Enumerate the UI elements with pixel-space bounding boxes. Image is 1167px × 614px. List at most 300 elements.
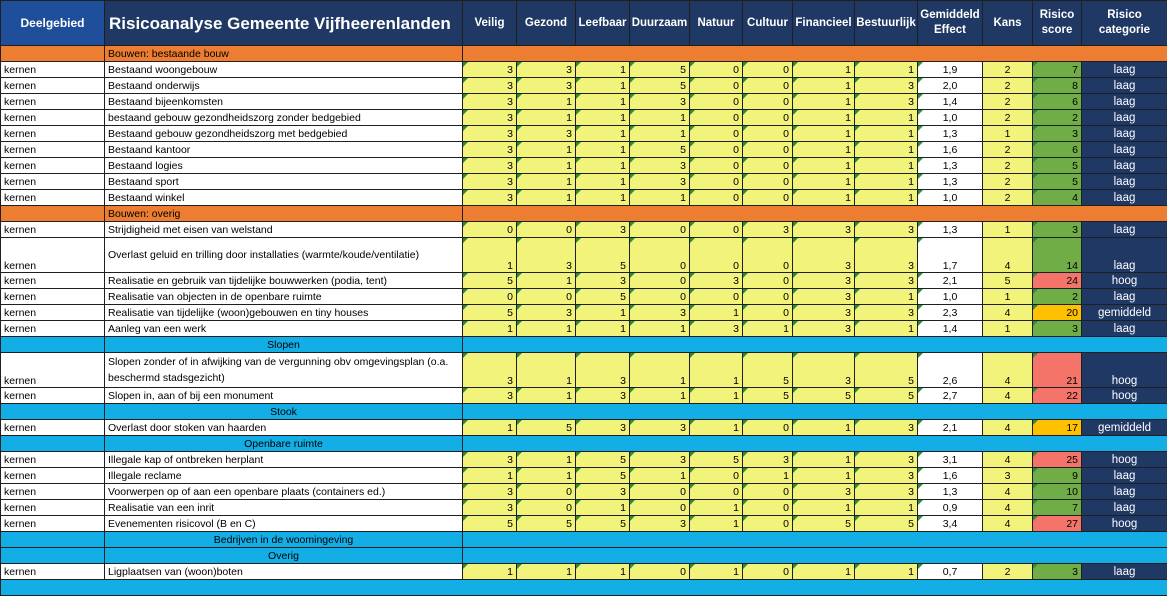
deelgebied-cell[interactable]: kernen <box>1 110 105 126</box>
col-header-cultuur[interactable]: Cultuur <box>743 1 793 46</box>
category-cell[interactable]: laag <box>1082 62 1167 78</box>
description-cell[interactable]: Bestaand gebouw gezondheidszorg met bedgebied <box>105 126 463 142</box>
value-cell-bestuurlijk[interactable]: 5 <box>855 353 918 388</box>
value-cell-duurzaam[interactable]: 3 <box>630 420 690 436</box>
score-cell[interactable]: 27 <box>1033 516 1082 532</box>
value-cell-leefbaar[interactable]: 3 <box>576 420 630 436</box>
section-blank-cell[interactable] <box>1 548 105 564</box>
category-cell[interactable]: laag <box>1082 94 1167 110</box>
deelgebied-cell[interactable]: kernen <box>1 321 105 337</box>
value-cell-leefbaar[interactable]: 5 <box>576 468 630 484</box>
value-cell-natuur[interactable]: 1 <box>690 353 743 388</box>
value-cell-cultuur[interactable]: 0 <box>743 484 793 500</box>
value-cell-gezond[interactable]: 5 <box>517 420 576 436</box>
value-cell-leefbaar[interactable]: 5 <box>576 452 630 468</box>
section-label[interactable]: Bouwen: bestaande bouw <box>105 46 463 62</box>
effect-cell[interactable]: 1,4 <box>918 321 983 337</box>
value-cell-financieel[interactable]: 1 <box>793 468 855 484</box>
value-cell-veilig[interactable]: 1 <box>463 468 517 484</box>
value-cell-financieel[interactable]: 1 <box>793 126 855 142</box>
value-cell-duurzaam[interactable]: 1 <box>630 468 690 484</box>
value-cell-cultuur[interactable]: 0 <box>743 110 793 126</box>
kans-cell[interactable]: 1 <box>983 126 1033 142</box>
value-cell-cultuur[interactable]: 3 <box>743 222 793 238</box>
value-cell-cultuur[interactable]: 0 <box>743 62 793 78</box>
description-cell[interactable]: bestaand gebouw gezondheidszorg zonder bedgebied <box>105 110 463 126</box>
kans-cell[interactable]: 1 <box>983 289 1033 305</box>
effect-cell[interactable]: 3,1 <box>918 452 983 468</box>
value-cell-natuur[interactable]: 0 <box>690 289 743 305</box>
score-cell[interactable]: 4 <box>1033 190 1082 206</box>
kans-cell[interactable]: 2 <box>983 142 1033 158</box>
kans-cell[interactable]: 2 <box>983 62 1033 78</box>
value-cell-natuur[interactable]: 0 <box>690 222 743 238</box>
category-cell[interactable]: laag <box>1082 564 1167 580</box>
section-blank-cell[interactable] <box>1 337 105 353</box>
value-cell-cultuur[interactable]: 0 <box>743 273 793 289</box>
value-cell-bestuurlijk[interactable]: 1 <box>855 190 918 206</box>
score-cell[interactable]: 3 <box>1033 126 1082 142</box>
value-cell-bestuurlijk[interactable]: 3 <box>855 484 918 500</box>
value-cell-financieel[interactable]: 1 <box>793 190 855 206</box>
effect-cell[interactable]: 0,9 <box>918 500 983 516</box>
score-cell[interactable]: 6 <box>1033 142 1082 158</box>
value-cell-cultuur[interactable]: 0 <box>743 78 793 94</box>
value-cell-natuur[interactable]: 0 <box>690 110 743 126</box>
description-cell[interactable]: Realisatie van een inrit <box>105 500 463 516</box>
value-cell-cultuur[interactable]: 1 <box>743 468 793 484</box>
category-cell[interactable]: gemiddeld <box>1082 305 1167 321</box>
score-cell[interactable]: 22 <box>1033 388 1082 404</box>
value-cell-natuur[interactable]: 0 <box>690 126 743 142</box>
value-cell-gezond[interactable]: 1 <box>517 468 576 484</box>
effect-cell[interactable]: 2,6 <box>918 353 983 388</box>
category-cell[interactable]: laag <box>1082 126 1167 142</box>
value-cell-cultuur[interactable]: 0 <box>743 289 793 305</box>
score-cell[interactable]: 5 <box>1033 174 1082 190</box>
effect-cell[interactable]: 2,7 <box>918 388 983 404</box>
value-cell-bestuurlijk[interactable]: 1 <box>855 158 918 174</box>
value-cell-veilig[interactable]: 1 <box>463 321 517 337</box>
value-cell-leefbaar[interactable]: 5 <box>576 289 630 305</box>
section-fill-cell[interactable] <box>463 404 1167 420</box>
section-blank-cell[interactable] <box>1 46 105 62</box>
value-cell-leefbaar[interactable]: 1 <box>576 142 630 158</box>
deelgebied-cell[interactable]: kernen <box>1 238 105 273</box>
col-header-gezond[interactable]: Gezond <box>517 1 576 46</box>
value-cell-cultuur[interactable]: 0 <box>743 142 793 158</box>
description-cell[interactable]: Aanleg van een werk <box>105 321 463 337</box>
kans-cell[interactable]: 1 <box>983 222 1033 238</box>
value-cell-bestuurlijk[interactable]: 1 <box>855 500 918 516</box>
value-cell-veilig[interactable]: 1 <box>463 420 517 436</box>
value-cell-leefbaar[interactable]: 1 <box>576 321 630 337</box>
value-cell-gezond[interactable]: 0 <box>517 484 576 500</box>
category-cell[interactable]: hoog <box>1082 353 1167 388</box>
value-cell-veilig[interactable]: 5 <box>463 273 517 289</box>
section-fill-cell[interactable] <box>463 337 1167 353</box>
value-cell-financieel[interactable]: 1 <box>793 420 855 436</box>
deelgebied-cell[interactable]: kernen <box>1 142 105 158</box>
value-cell-duurzaam[interactable]: 1 <box>630 321 690 337</box>
value-cell-gezond[interactable]: 3 <box>517 238 576 273</box>
value-cell-bestuurlijk[interactable]: 3 <box>855 273 918 289</box>
effect-cell[interactable]: 1,0 <box>918 289 983 305</box>
category-cell[interactable]: laag <box>1082 238 1167 273</box>
value-cell-veilig[interactable]: 3 <box>463 353 517 388</box>
value-cell-financieel[interactable]: 1 <box>793 94 855 110</box>
value-cell-cultuur[interactable]: 0 <box>743 94 793 110</box>
effect-cell[interactable]: 1,6 <box>918 142 983 158</box>
value-cell-natuur[interactable]: 1 <box>690 500 743 516</box>
value-cell-bestuurlijk[interactable]: 1 <box>855 321 918 337</box>
value-cell-bestuurlijk[interactable]: 1 <box>855 289 918 305</box>
value-cell-financieel[interactable]: 1 <box>793 564 855 580</box>
value-cell-veilig[interactable]: 3 <box>463 158 517 174</box>
description-cell[interactable]: Realisatie van tijdelijke (woon)gebouwen en tiny houses <box>105 305 463 321</box>
description-cell[interactable]: Realisatie en gebruik van tijdelijke bouwwerken (podia, tent) <box>105 273 463 289</box>
value-cell-natuur[interactable]: 0 <box>690 78 743 94</box>
category-cell[interactable]: laag <box>1082 222 1167 238</box>
score-cell[interactable]: 3 <box>1033 321 1082 337</box>
deelgebied-cell[interactable]: kernen <box>1 420 105 436</box>
value-cell-natuur[interactable]: 0 <box>690 190 743 206</box>
value-cell-bestuurlijk[interactable]: 1 <box>855 126 918 142</box>
deelgebied-cell[interactable]: kernen <box>1 516 105 532</box>
value-cell-natuur[interactable]: 1 <box>690 305 743 321</box>
deelgebied-cell[interactable]: kernen <box>1 174 105 190</box>
value-cell-gezond[interactable]: 1 <box>517 353 576 388</box>
value-cell-duurzaam[interactable]: 1 <box>630 110 690 126</box>
value-cell-financieel[interactable]: 1 <box>793 158 855 174</box>
description-cell[interactable]: Bestaand onderwijs <box>105 78 463 94</box>
score-cell[interactable]: 5 <box>1033 158 1082 174</box>
section-label[interactable]: Slopen <box>105 337 463 353</box>
value-cell-duurzaam[interactable]: 0 <box>630 484 690 500</box>
value-cell-gezond[interactable]: 1 <box>517 190 576 206</box>
section-blank-cell[interactable] <box>1 404 105 420</box>
kans-cell[interactable]: 3 <box>983 468 1033 484</box>
value-cell-veilig[interactable]: 3 <box>463 388 517 404</box>
sheet-title[interactable]: Risicoanalyse Gemeente Vijfheerenlanden <box>105 1 463 46</box>
kans-cell[interactable]: 4 <box>983 500 1033 516</box>
value-cell-financieel[interactable]: 3 <box>793 222 855 238</box>
value-cell-gezond[interactable]: 1 <box>517 321 576 337</box>
value-cell-duurzaam[interactable]: 1 <box>630 190 690 206</box>
value-cell-leefbaar[interactable]: 1 <box>576 174 630 190</box>
value-cell-financieel[interactable]: 5 <box>793 516 855 532</box>
value-cell-duurzaam[interactable]: 1 <box>630 126 690 142</box>
kans-cell[interactable]: 2 <box>983 94 1033 110</box>
kans-cell[interactable]: 4 <box>983 238 1033 273</box>
deelgebied-cell[interactable]: kernen <box>1 305 105 321</box>
value-cell-veilig[interactable]: 5 <box>463 516 517 532</box>
value-cell-duurzaam[interactable]: 3 <box>630 516 690 532</box>
value-cell-financieel[interactable]: 1 <box>793 500 855 516</box>
value-cell-natuur[interactable]: 0 <box>690 158 743 174</box>
kans-cell[interactable]: 5 <box>983 273 1033 289</box>
value-cell-natuur[interactable]: 3 <box>690 321 743 337</box>
deelgebied-cell[interactable]: kernen <box>1 452 105 468</box>
value-cell-natuur[interactable]: 5 <box>690 452 743 468</box>
description-cell[interactable]: Evenementen risicovol (B en C) <box>105 516 463 532</box>
value-cell-duurzaam[interactable]: 5 <box>630 78 690 94</box>
kans-cell[interactable]: 2 <box>983 158 1033 174</box>
value-cell-natuur[interactable]: 0 <box>690 174 743 190</box>
description-cell[interactable]: Bestaand logies <box>105 158 463 174</box>
value-cell-bestuurlijk[interactable]: 3 <box>855 238 918 273</box>
description-cell[interactable]: Voorwerpen op of aan een openbare plaats (containers ed.) <box>105 484 463 500</box>
value-cell-financieel[interactable]: 3 <box>793 353 855 388</box>
value-cell-veilig[interactable]: 0 <box>463 222 517 238</box>
section-fill-cell[interactable] <box>463 436 1167 452</box>
category-cell[interactable]: hoog <box>1082 516 1167 532</box>
score-cell[interactable]: 25 <box>1033 452 1082 468</box>
deelgebied-cell[interactable]: kernen <box>1 126 105 142</box>
category-cell[interactable]: laag <box>1082 142 1167 158</box>
value-cell-bestuurlijk[interactable]: 3 <box>855 78 918 94</box>
value-cell-veilig[interactable]: 3 <box>463 142 517 158</box>
value-cell-gezond[interactable]: 0 <box>517 289 576 305</box>
value-cell-leefbaar[interactable]: 1 <box>576 110 630 126</box>
value-cell-bestuurlijk[interactable]: 3 <box>855 222 918 238</box>
kans-cell[interactable]: 2 <box>983 110 1033 126</box>
section-blank-cell[interactable] <box>1 532 105 548</box>
score-cell[interactable]: 2 <box>1033 289 1082 305</box>
kans-cell[interactable]: 4 <box>983 452 1033 468</box>
value-cell-gezond[interactable]: 0 <box>517 500 576 516</box>
value-cell-financieel[interactable]: 1 <box>793 174 855 190</box>
kans-cell[interactable]: 4 <box>983 484 1033 500</box>
value-cell-financieel[interactable]: 1 <box>793 452 855 468</box>
description-cell[interactable]: Ligplaatsen van (woon)boten <box>105 564 463 580</box>
value-cell-duurzaam[interactable]: 0 <box>630 289 690 305</box>
col-header-effect[interactable]: Gemiddeld Effect <box>918 1 983 46</box>
value-cell-bestuurlijk[interactable]: 3 <box>855 94 918 110</box>
footer-fill-cell[interactable] <box>1 580 1167 596</box>
deelgebied-cell[interactable]: kernen <box>1 353 105 388</box>
value-cell-financieel[interactable]: 1 <box>793 110 855 126</box>
value-cell-financieel[interactable]: 5 <box>793 388 855 404</box>
value-cell-gezond[interactable]: 1 <box>517 388 576 404</box>
effect-cell[interactable]: 1,3 <box>918 158 983 174</box>
description-cell[interactable]: Realisatie van objecten in de openbare ruimte <box>105 289 463 305</box>
value-cell-veilig[interactable]: 3 <box>463 110 517 126</box>
value-cell-gezond[interactable]: 3 <box>517 78 576 94</box>
value-cell-bestuurlijk[interactable]: 3 <box>855 468 918 484</box>
category-cell[interactable]: laag <box>1082 174 1167 190</box>
effect-cell[interactable]: 1,3 <box>918 126 983 142</box>
effect-cell[interactable]: 2,3 <box>918 305 983 321</box>
score-cell[interactable]: 2 <box>1033 110 1082 126</box>
value-cell-leefbaar[interactable]: 3 <box>576 388 630 404</box>
value-cell-veilig[interactable]: 3 <box>463 484 517 500</box>
value-cell-leefbaar[interactable]: 5 <box>576 516 630 532</box>
category-cell[interactable]: laag <box>1082 110 1167 126</box>
value-cell-natuur[interactable]: 3 <box>690 273 743 289</box>
effect-cell[interactable]: 2,1 <box>918 420 983 436</box>
score-cell[interactable]: 24 <box>1033 273 1082 289</box>
value-cell-cultuur[interactable]: 3 <box>743 452 793 468</box>
col-header-leefbaar[interactable]: Leefbaar <box>576 1 630 46</box>
value-cell-gezond[interactable]: 3 <box>517 126 576 142</box>
description-cell[interactable]: Illegale kap of ontbreken herplant <box>105 452 463 468</box>
value-cell-veilig[interactable]: 1 <box>463 564 517 580</box>
value-cell-natuur[interactable]: 0 <box>690 468 743 484</box>
deelgebied-cell[interactable]: kernen <box>1 94 105 110</box>
value-cell-veilig[interactable]: 5 <box>463 305 517 321</box>
effect-cell[interactable]: 1,3 <box>918 484 983 500</box>
kans-cell[interactable]: 4 <box>983 516 1033 532</box>
effect-cell[interactable]: 1,6 <box>918 468 983 484</box>
value-cell-leefbaar[interactable]: 3 <box>576 222 630 238</box>
category-cell[interactable]: laag <box>1082 190 1167 206</box>
value-cell-leefbaar[interactable]: 1 <box>576 190 630 206</box>
deelgebied-cell[interactable]: kernen <box>1 388 105 404</box>
category-cell[interactable]: laag <box>1082 78 1167 94</box>
section-fill-cell[interactable] <box>463 548 1167 564</box>
col-header-categorie[interactable]: Risico categorie <box>1082 1 1167 46</box>
kans-cell[interactable]: 2 <box>983 190 1033 206</box>
value-cell-bestuurlijk[interactable]: 5 <box>855 388 918 404</box>
effect-cell[interactable]: 1,0 <box>918 190 983 206</box>
value-cell-leefbaar[interactable]: 1 <box>576 564 630 580</box>
effect-cell[interactable]: 1,4 <box>918 94 983 110</box>
score-cell[interactable]: 3 <box>1033 564 1082 580</box>
value-cell-leefbaar[interactable]: 1 <box>576 78 630 94</box>
score-cell[interactable]: 6 <box>1033 94 1082 110</box>
value-cell-bestuurlijk[interactable]: 3 <box>855 420 918 436</box>
value-cell-financieel[interactable]: 1 <box>793 62 855 78</box>
value-cell-bestuurlijk[interactable]: 1 <box>855 110 918 126</box>
value-cell-gezond[interactable]: 1 <box>517 158 576 174</box>
value-cell-cultuur[interactable]: 5 <box>743 388 793 404</box>
value-cell-cultuur[interactable]: 0 <box>743 126 793 142</box>
value-cell-gezond[interactable]: 3 <box>517 62 576 78</box>
value-cell-leefbaar[interactable]: 1 <box>576 158 630 174</box>
value-cell-gezond[interactable]: 5 <box>517 516 576 532</box>
deelgebied-cell[interactable]: kernen <box>1 190 105 206</box>
value-cell-natuur[interactable]: 1 <box>690 516 743 532</box>
deelgebied-cell[interactable]: kernen <box>1 78 105 94</box>
value-cell-cultuur[interactable]: 0 <box>743 564 793 580</box>
value-cell-veilig[interactable]: 3 <box>463 94 517 110</box>
score-cell[interactable]: 20 <box>1033 305 1082 321</box>
score-cell[interactable]: 9 <box>1033 468 1082 484</box>
deelgebied-cell[interactable]: kernen <box>1 273 105 289</box>
value-cell-natuur[interactable]: 0 <box>690 484 743 500</box>
description-cell[interactable]: Bestaand sport <box>105 174 463 190</box>
score-cell[interactable]: 7 <box>1033 62 1082 78</box>
value-cell-gezond[interactable]: 1 <box>517 142 576 158</box>
value-cell-duurzaam[interactable]: 5 <box>630 62 690 78</box>
col-header-natuur[interactable]: Natuur <box>690 1 743 46</box>
value-cell-duurzaam[interactable]: 1 <box>630 353 690 388</box>
section-label[interactable]: Bouwen: overig <box>105 206 463 222</box>
score-cell[interactable]: 10 <box>1033 484 1082 500</box>
category-cell[interactable]: laag <box>1082 484 1167 500</box>
score-cell[interactable]: 7 <box>1033 500 1082 516</box>
category-cell[interactable]: hoog <box>1082 452 1167 468</box>
kans-cell[interactable]: 4 <box>983 420 1033 436</box>
value-cell-veilig[interactable]: 1 <box>463 238 517 273</box>
category-cell[interactable]: laag <box>1082 500 1167 516</box>
value-cell-leefbaar[interactable]: 1 <box>576 305 630 321</box>
category-cell[interactable]: hoog <box>1082 388 1167 404</box>
description-cell[interactable]: Slopen in, aan of bij een monument <box>105 388 463 404</box>
score-cell[interactable]: 8 <box>1033 78 1082 94</box>
section-label[interactable]: Openbare ruimte <box>105 436 463 452</box>
value-cell-veilig[interactable]: 3 <box>463 78 517 94</box>
value-cell-veilig[interactable]: 3 <box>463 126 517 142</box>
deelgebied-cell[interactable]: kernen <box>1 500 105 516</box>
value-cell-cultuur[interactable]: 0 <box>743 516 793 532</box>
value-cell-gezond[interactable]: 3 <box>517 305 576 321</box>
value-cell-natuur[interactable]: 0 <box>690 142 743 158</box>
kans-cell[interactable]: 4 <box>983 305 1033 321</box>
value-cell-gezond[interactable]: 1 <box>517 564 576 580</box>
effect-cell[interactable]: 1,0 <box>918 110 983 126</box>
section-fill-cell[interactable] <box>463 46 1167 62</box>
description-cell[interactable]: Bestaand kantoor <box>105 142 463 158</box>
value-cell-financieel[interactable]: 3 <box>793 273 855 289</box>
score-cell[interactable]: 14 <box>1033 238 1082 273</box>
value-cell-cultuur[interactable]: 0 <box>743 190 793 206</box>
description-cell[interactable]: Slopen zonder of in afwijking van de vergunning obv omgevingsplan (o.a. beschermd stadsgezicht) <box>105 353 463 388</box>
kans-cell[interactable]: 2 <box>983 564 1033 580</box>
col-header-bestuurlijk[interactable]: Bestuurlijk <box>855 1 918 46</box>
deelgebied-cell[interactable]: kernen <box>1 158 105 174</box>
effect-cell[interactable]: 0,7 <box>918 564 983 580</box>
description-cell[interactable]: Bestaand winkel <box>105 190 463 206</box>
value-cell-cultuur[interactable]: 0 <box>743 420 793 436</box>
value-cell-natuur[interactable]: 0 <box>690 62 743 78</box>
value-cell-duurzaam[interactable]: 3 <box>630 174 690 190</box>
value-cell-natuur[interactable]: 1 <box>690 564 743 580</box>
value-cell-bestuurlijk[interactable]: 1 <box>855 564 918 580</box>
value-cell-financieel[interactable]: 3 <box>793 321 855 337</box>
value-cell-duurzaam[interactable]: 3 <box>630 94 690 110</box>
value-cell-cultuur[interactable]: 0 <box>743 305 793 321</box>
value-cell-leefbaar[interactable]: 3 <box>576 273 630 289</box>
deelgebied-cell[interactable]: kernen <box>1 62 105 78</box>
value-cell-cultuur[interactable]: 1 <box>743 321 793 337</box>
kans-cell[interactable]: 1 <box>983 321 1033 337</box>
value-cell-gezond[interactable]: 1 <box>517 174 576 190</box>
effect-cell[interactable]: 3,4 <box>918 516 983 532</box>
value-cell-gezond[interactable]: 0 <box>517 222 576 238</box>
value-cell-financieel[interactable]: 3 <box>793 484 855 500</box>
value-cell-duurzaam[interactable]: 0 <box>630 500 690 516</box>
value-cell-bestuurlijk[interactable]: 3 <box>855 305 918 321</box>
effect-cell[interactable]: 1,3 <box>918 222 983 238</box>
value-cell-leefbaar[interactable]: 1 <box>576 126 630 142</box>
description-cell[interactable]: Bestaand bijeenkomsten <box>105 94 463 110</box>
col-header-kans[interactable]: Kans <box>983 1 1033 46</box>
kans-cell[interactable]: 4 <box>983 388 1033 404</box>
value-cell-veilig[interactable]: 3 <box>463 500 517 516</box>
effect-cell[interactable]: 2,1 <box>918 273 983 289</box>
category-cell[interactable]: hoog <box>1082 273 1167 289</box>
value-cell-duurzaam[interactable]: 3 <box>630 158 690 174</box>
description-cell[interactable]: Overlast door stoken van haarden <box>105 420 463 436</box>
col-header-score[interactable]: Risico score <box>1033 1 1082 46</box>
value-cell-leefbaar[interactable]: 3 <box>576 484 630 500</box>
value-cell-bestuurlijk[interactable]: 1 <box>855 62 918 78</box>
col-header-deelgebied[interactable]: Deelgebied <box>1 1 105 46</box>
value-cell-natuur[interactable]: 0 <box>690 94 743 110</box>
value-cell-veilig[interactable]: 3 <box>463 452 517 468</box>
